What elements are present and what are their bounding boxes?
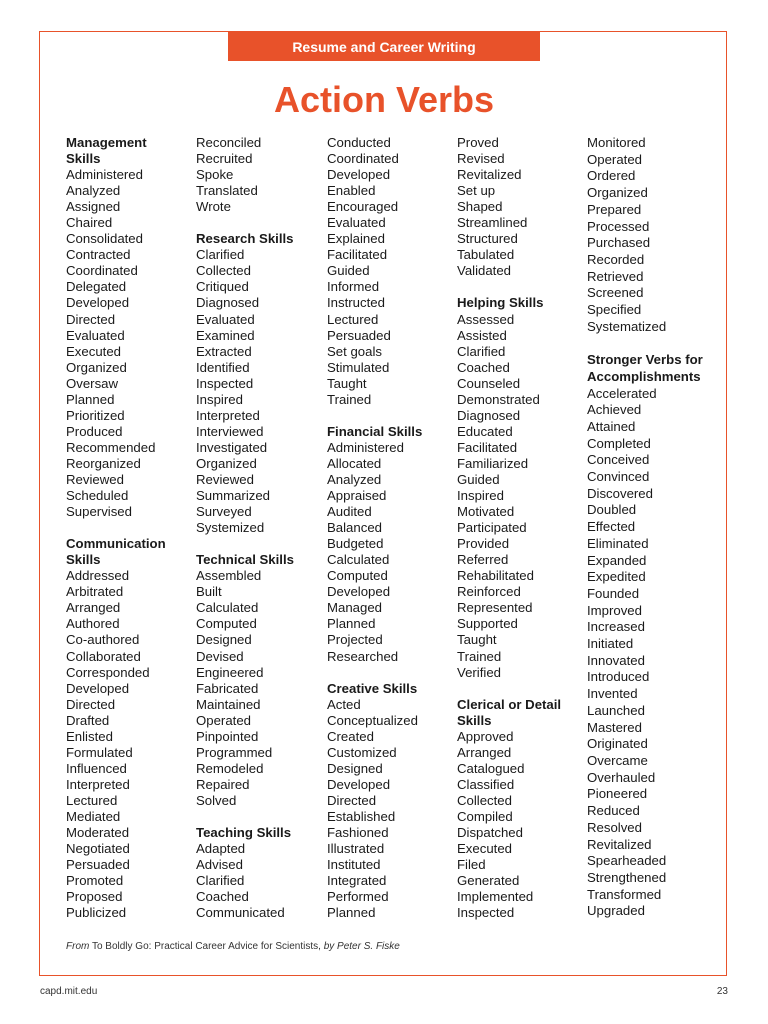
- verb-item: Taught: [457, 632, 497, 648]
- verb-item: Innovated: [587, 652, 645, 668]
- verb-item: Integrated: [327, 873, 387, 889]
- verb-item: Guided: [327, 263, 370, 279]
- verb-item: Performed: [327, 889, 389, 905]
- verb-item: Fashioned: [327, 825, 389, 841]
- verb-item: Diagnosed: [196, 295, 260, 311]
- verb-item: Planned: [66, 391, 115, 407]
- verb-item: Engineered: [196, 664, 264, 680]
- verb-item: Planned: [327, 616, 376, 632]
- verb-item: Shaped: [457, 199, 503, 215]
- verb-item: Increased: [587, 619, 645, 635]
- verb-item: Dispatched: [457, 825, 523, 841]
- verb-item: Overcame: [587, 753, 648, 768]
- verb-item: Communicated: [196, 905, 285, 921]
- verb-item: Persuaded: [66, 857, 130, 873]
- verb-item: Established: [327, 808, 396, 824]
- verb-item: Developed: [327, 776, 391, 792]
- verb-item: Resolved: [587, 819, 642, 835]
- verb-item: Taught: [327, 375, 367, 391]
- citation: [66, 941, 400, 952]
- verb-item: Enlisted: [66, 728, 113, 744]
- verb-item: Structured: [457, 231, 518, 247]
- skill-heading: Teaching Skills: [196, 825, 292, 841]
- verb-item: Completed: [587, 435, 651, 451]
- verb-item: Assisted: [457, 327, 507, 343]
- verb-item: Represented: [457, 600, 533, 616]
- verb-item: Originated: [587, 736, 648, 752]
- verb-item: Computed: [327, 568, 388, 584]
- verb-item: Summarized: [196, 488, 271, 504]
- verb-item: Coached: [457, 359, 510, 375]
- verb-item: Produced: [66, 423, 123, 439]
- verb-item: Spoke: [196, 167, 234, 183]
- skill-heading: Creative Skills: [327, 680, 418, 696]
- verb-item: Classified: [457, 776, 515, 792]
- verb-item: Projected: [327, 632, 383, 648]
- verb-item: Directed: [66, 311, 116, 327]
- verb-item: Examined: [196, 327, 255, 343]
- verb-item: Stimulated: [327, 359, 390, 375]
- verb-item: Mediated: [66, 808, 121, 824]
- verb-item: Solved: [196, 792, 237, 808]
- verb-item: Fabricated: [196, 680, 259, 696]
- verb-item: Oversaw: [66, 375, 119, 391]
- verb-item: Lectured: [66, 792, 118, 808]
- verb-item: Appraised: [327, 488, 387, 504]
- verb-item: Built: [196, 584, 222, 600]
- verb-item: Programmed: [196, 744, 273, 760]
- verb-item: Conceived: [587, 452, 650, 468]
- verb-item: Lectured: [327, 311, 379, 327]
- verb-item: Directed: [66, 696, 116, 712]
- verb-item: Wrote: [196, 199, 231, 215]
- skill-heading: Stronger Verbs for: [587, 352, 703, 368]
- verb-item: Ordered: [587, 168, 636, 184]
- verb-item: Executed: [66, 343, 121, 359]
- verb-item: Purchased: [587, 235, 651, 251]
- verb-item: Retrieved: [587, 268, 644, 284]
- verb-item: Effected: [587, 519, 636, 535]
- verb-item: Critiqued: [196, 279, 249, 295]
- verb-item: Proposed: [66, 889, 123, 905]
- verb-item: Educated: [457, 423, 513, 439]
- verb-item: Persuaded: [327, 327, 391, 343]
- section-gap: [66, 520, 191, 536]
- verb-item: Adapted: [196, 841, 246, 857]
- verb-item: Negotiated: [66, 841, 130, 857]
- verb-item: Achieved: [587, 402, 642, 418]
- verb-item: Familiarized: [457, 455, 529, 471]
- skill-heading: Communication: [66, 536, 166, 552]
- verb-item: Planned: [327, 905, 376, 921]
- verb-item: Devised: [196, 648, 244, 664]
- verb-item: Translated: [196, 183, 258, 199]
- verb-item: Promoted: [66, 873, 124, 889]
- verb-item: Coordinated: [66, 263, 138, 279]
- verb-item: Collected: [196, 263, 251, 279]
- verb-item: Evaluated: [196, 311, 255, 327]
- verb-item: Trained: [327, 391, 372, 407]
- verb-item: Designed: [327, 760, 383, 776]
- verb-item: Evaluated: [327, 215, 386, 231]
- skill-heading: Financial Skills: [327, 423, 423, 439]
- verb-item: Customized: [327, 744, 397, 760]
- skill-heading: Skills: [66, 552, 101, 568]
- verb-item: Introduced: [587, 669, 650, 685]
- citation-from: From: [66, 941, 90, 952]
- verb-item: Clarified: [196, 247, 245, 263]
- verb-item: Monitored: [587, 135, 646, 150]
- verb-item: Accelerated: [587, 385, 657, 401]
- section-gap: [327, 665, 452, 681]
- verb-item: Diagnosed: [457, 407, 521, 423]
- verb-item: Operated: [196, 712, 251, 728]
- verb-item: Spearheaded: [587, 853, 667, 869]
- verb-item: Compiled: [457, 808, 513, 824]
- verb-item: Operated: [587, 151, 642, 167]
- skill-heading: Technical Skills: [196, 552, 294, 568]
- verb-item: Systemized: [196, 520, 265, 536]
- verb-item: Initiated: [587, 636, 634, 652]
- verb-item: Instituted: [327, 857, 381, 873]
- verb-item: Guided: [457, 471, 500, 487]
- verb-item: Acted: [327, 696, 361, 712]
- verb-item: Illustrated: [327, 841, 385, 857]
- verb-item: Mastered: [587, 719, 642, 735]
- verb-item: Clarified: [457, 343, 506, 359]
- skill-heading: Skills: [457, 712, 492, 728]
- verb-item: Trained: [457, 648, 502, 664]
- verb-item: Prepared: [587, 201, 642, 217]
- verb-item: Facilitated: [457, 439, 518, 455]
- page-number: 23: [716, 986, 728, 997]
- verb-item: Strengthened: [587, 869, 667, 885]
- verb-item: Inspired: [196, 391, 243, 407]
- verb-item: Developed: [327, 584, 391, 600]
- verb-item: Reviewed: [66, 471, 124, 487]
- verb-item: Participated: [457, 520, 527, 536]
- verb-item: Investigated: [196, 439, 268, 455]
- verb-item: Founded: [587, 585, 640, 601]
- verb-item: Arranged: [66, 600, 121, 616]
- section-banner: Resume and Career Writing: [228, 32, 540, 61]
- verb-item: Reduced: [587, 803, 640, 819]
- section-gap: [196, 215, 321, 231]
- verb-item: Tabulated: [457, 247, 515, 263]
- verb-item: Reorganized: [66, 455, 141, 471]
- verb-item: Enabled: [327, 183, 376, 199]
- verb-item: Conducted: [327, 135, 391, 150]
- verb-item: Reviewed: [196, 471, 254, 487]
- verb-item: Administered: [327, 439, 404, 455]
- verb-item: Revised: [457, 151, 505, 167]
- verb-item: Drafted: [66, 712, 110, 728]
- verb-item: Organized: [196, 455, 257, 471]
- verb-item: Maintained: [196, 696, 261, 712]
- verb-item: Upgraded: [587, 903, 645, 919]
- verb-item: Validated: [457, 263, 512, 279]
- verb-item: Explained: [327, 231, 385, 247]
- verb-column-5: [587, 135, 712, 920]
- verb-item: Influenced: [66, 760, 127, 776]
- skill-heading: Clerical or Detail: [457, 696, 562, 712]
- verb-item: Evaluated: [66, 327, 125, 343]
- verb-item: Extracted: [196, 343, 252, 359]
- verb-item: Coached: [196, 889, 249, 905]
- verb-item: Provided: [457, 536, 510, 552]
- verb-item: Consolidated: [66, 231, 143, 247]
- verb-item: Advised: [196, 857, 243, 873]
- verb-item: Analyzed: [327, 471, 382, 487]
- verb-item: Attained: [587, 418, 636, 434]
- verb-item: Expedited: [587, 569, 646, 585]
- verb-item: Pinpointed: [196, 728, 259, 744]
- verb-item: Coordinated: [327, 151, 399, 167]
- verb-item: Motivated: [457, 504, 515, 520]
- verb-item: Proved: [457, 135, 499, 150]
- verb-item: Instructed: [327, 295, 385, 311]
- verb-item: Invented: [587, 686, 638, 702]
- verb-item: Prioritized: [66, 407, 125, 423]
- verb-item: Convinced: [587, 469, 650, 485]
- verb-item: Approved: [457, 728, 514, 744]
- verb-item: Arbitrated: [66, 584, 124, 600]
- verb-item: Assembled: [196, 568, 262, 584]
- verb-item: Recommended: [66, 439, 156, 455]
- verb-item: Conceptualized: [327, 712, 418, 728]
- verb-item: Researched: [327, 648, 399, 664]
- verb-item: Audited: [327, 504, 372, 520]
- verb-item: Facilitated: [327, 247, 388, 263]
- verb-item: Delegated: [66, 279, 127, 295]
- verb-item: Streamlined: [457, 215, 528, 231]
- verb-item: Inspected: [457, 905, 515, 921]
- section-gap: [196, 536, 321, 552]
- verb-item: Publicized: [66, 905, 127, 921]
- verb-item: Transformed: [587, 886, 662, 902]
- verb-item: Organized: [587, 185, 648, 201]
- verb-item: Supported: [457, 616, 518, 632]
- verb-item: Doubled: [587, 502, 637, 518]
- verb-item: Calculated: [196, 600, 259, 616]
- verb-item: Co-authored: [66, 632, 140, 648]
- verb-item: Authored: [66, 616, 120, 632]
- verb-item: Repaired: [196, 776, 250, 792]
- verb-item: Organized: [66, 359, 127, 375]
- skill-heading: Helping Skills: [457, 295, 544, 311]
- verb-item: Revitalized: [587, 836, 652, 852]
- verb-item: Scheduled: [66, 488, 129, 504]
- verb-item: Corresponded: [66, 664, 150, 680]
- verb-item: Remodeled: [196, 760, 264, 776]
- verb-item: Collaborated: [66, 648, 141, 664]
- verb-item: Demonstrated: [457, 391, 540, 407]
- section-gap: [457, 681, 582, 697]
- verb-item: Clarified: [196, 873, 245, 889]
- verb-item: Developed: [66, 680, 130, 696]
- verb-item: Surveyed: [196, 504, 252, 520]
- verb-item: Computed: [196, 616, 257, 632]
- verb-item: Identified: [196, 359, 250, 375]
- verb-column-1: [66, 135, 191, 921]
- verb-item: Screened: [587, 285, 644, 301]
- skill-heading: Accomplishments: [587, 368, 701, 384]
- verb-item: Managed: [327, 600, 382, 616]
- verb-item: Interpreted: [196, 407, 260, 423]
- verb-item: Collected: [457, 792, 512, 808]
- verb-item: Catalogued: [457, 760, 525, 776]
- skill-heading: Skills: [66, 151, 101, 167]
- verb-item: Counseled: [457, 375, 521, 391]
- verb-item: Formulated: [66, 744, 133, 760]
- verb-item: Overhauled: [587, 769, 656, 785]
- verb-item: Set goals: [327, 343, 382, 359]
- verb-item: Systematized: [587, 318, 667, 334]
- verb-item: Rehabilitated: [457, 568, 534, 584]
- section-gap: [587, 335, 712, 352]
- verb-item: Assessed: [457, 311, 515, 327]
- verb-item: Interpreted: [66, 776, 130, 792]
- verb-item: Specified: [587, 302, 642, 318]
- verb-item: Discovered: [587, 485, 653, 501]
- verb-item: Developed: [327, 167, 391, 183]
- verb-item: Executed: [457, 841, 512, 857]
- verb-item: Recorded: [587, 251, 645, 267]
- verb-item: Administered: [66, 167, 143, 183]
- section-gap: [196, 809, 321, 825]
- page-title: Action Verbs: [273, 79, 495, 120]
- verb-item: Analyzed: [66, 183, 121, 199]
- skill-heading: Research Skills: [196, 231, 294, 247]
- verb-item: Created: [327, 728, 374, 744]
- verb-column-3: [327, 135, 452, 921]
- verb-item: Eliminated: [587, 535, 649, 551]
- section-gap: [327, 408, 452, 424]
- verb-item: Expanded: [587, 552, 647, 568]
- verb-item: Arranged: [457, 744, 512, 760]
- section-gap: [457, 279, 582, 295]
- verb-item: Inspired: [457, 488, 504, 504]
- verb-item: Encouraged: [327, 199, 399, 215]
- verb-item: Budgeted: [327, 536, 384, 552]
- verb-item: Moderated: [66, 825, 130, 841]
- verb-item: Reinforced: [457, 584, 521, 600]
- verb-column-2: [196, 135, 321, 921]
- verb-item: Implemented: [457, 889, 534, 905]
- skill-heading: Management: [66, 135, 147, 150]
- verb-column-4: [457, 135, 582, 921]
- verb-item: Balanced: [327, 520, 382, 536]
- verb-item: Informed: [327, 279, 380, 295]
- verb-item: Addressed: [66, 568, 130, 584]
- verb-item: Inspected: [196, 375, 254, 391]
- verb-item: Supervised: [66, 504, 132, 520]
- verb-item: Contracted: [66, 247, 131, 263]
- verb-item: Pioneered: [587, 786, 648, 802]
- verb-item: Revitalized: [457, 167, 522, 183]
- citation-author: by Peter S. Fiske: [323, 941, 400, 952]
- verb-item: Reconciled: [196, 135, 262, 150]
- verb-item: Developed: [66, 295, 130, 311]
- verb-item: Improved: [587, 602, 642, 618]
- footer-url: capd.mit.edu: [40, 986, 98, 997]
- verb-item: Assigned: [66, 199, 121, 215]
- verb-item: Directed: [327, 792, 377, 808]
- verb-item: Recruited: [196, 151, 253, 167]
- verb-item: Launched: [587, 702, 645, 718]
- verb-item: Processed: [587, 218, 650, 234]
- verb-item: Interviewed: [196, 423, 264, 439]
- verb-item: Set up: [457, 183, 496, 199]
- verb-item: Referred: [457, 552, 509, 568]
- verb-item: Generated: [457, 873, 520, 889]
- verb-item: Allocated: [327, 455, 382, 471]
- verb-item: Filed: [457, 857, 486, 873]
- verb-item: Chaired: [66, 215, 113, 231]
- citation-book: To Boldly Go: Practical Career Advice for Scientists,: [89, 941, 324, 952]
- verb-item: Verified: [457, 664, 501, 680]
- verb-item: Designed: [196, 632, 252, 648]
- verb-item: Calculated: [327, 552, 390, 568]
